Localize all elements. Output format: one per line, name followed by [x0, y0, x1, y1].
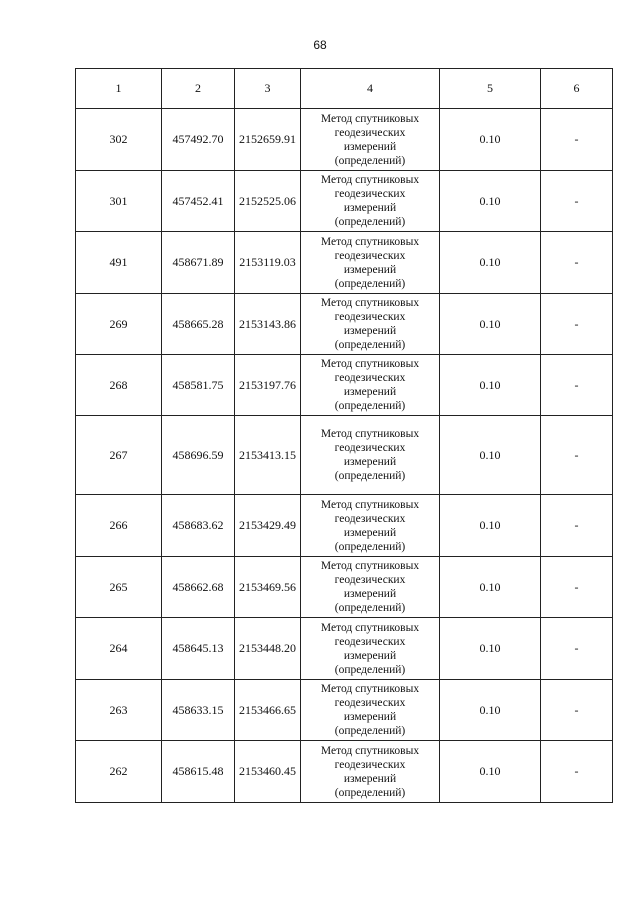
point-number-cell: 266 — [76, 495, 162, 557]
method-line: геодезических — [334, 188, 406, 200]
table-row — [76, 618, 613, 680]
method-cell — [301, 109, 440, 171]
method-line: Метод спутниковых — [320, 560, 420, 572]
method-line: Метод спутниковых — [320, 174, 420, 186]
header-cell-1: 1 — [76, 69, 162, 109]
header-cell-4: 4 — [301, 69, 440, 109]
method-line: измерений — [343, 711, 397, 723]
method-line: (определений) — [334, 339, 406, 351]
note-cell: - — [541, 495, 613, 557]
method-line: геодезических — [334, 126, 406, 139]
table-body — [76, 109, 613, 803]
method-line: геодезических — [334, 249, 406, 262]
table-row — [76, 741, 613, 803]
method-line: (определений) — [334, 400, 406, 412]
x-coordinate-cell: 458662.68 — [162, 557, 235, 618]
method-cell — [301, 171, 440, 232]
coordinates-table — [75, 68, 613, 803]
method-line: (определений) — [334, 154, 406, 167]
x-coordinate-cell: 457492.70 — [162, 109, 235, 171]
method-line: геодезических — [334, 635, 406, 648]
note-cell: - — [541, 680, 613, 741]
accuracy-cell: 0.10 — [440, 171, 541, 232]
x-coordinate-cell: 458581.75 — [162, 355, 235, 416]
method-line: измерений — [343, 386, 397, 398]
method-line: Метод спутниковых — [320, 621, 420, 634]
method-line: измерений — [343, 526, 397, 539]
method-line: геодезических — [334, 311, 406, 323]
point-number-cell: 262 — [76, 741, 162, 803]
y-coordinate-cell: 2153413.15 — [235, 416, 301, 495]
note-cell: - — [541, 171, 613, 232]
table-row — [76, 355, 613, 416]
method-line: геодезических — [334, 372, 406, 384]
method-cell — [301, 355, 440, 416]
header-cell-6: 6 — [541, 69, 613, 109]
table-row — [76, 171, 613, 232]
note-cell: - — [541, 294, 613, 355]
method-line: измерений — [343, 456, 397, 468]
method-line: геодезических — [334, 574, 406, 586]
method-line: (определений) — [334, 216, 406, 228]
point-number-cell: 264 — [76, 618, 162, 680]
note-cell: - — [541, 741, 613, 803]
accuracy-cell: 0.10 — [440, 495, 541, 557]
table-row — [76, 495, 613, 557]
method-cell — [301, 741, 440, 803]
header-cell-2: 2 — [162, 69, 235, 109]
method-line: (определений) — [334, 277, 406, 290]
table-row — [76, 232, 613, 294]
note-cell: - — [541, 109, 613, 171]
y-coordinate-cell: 2153460.45 — [235, 741, 301, 803]
x-coordinate-cell: 458696.59 — [162, 416, 235, 495]
point-number-cell: 301 — [76, 171, 162, 232]
method-line: Метод спутниковых — [320, 428, 420, 440]
method-line: Метод спутниковых — [320, 358, 420, 370]
method-line: (определений) — [334, 540, 406, 553]
x-coordinate-cell: 458645.13 — [162, 618, 235, 680]
table-row — [76, 557, 613, 618]
accuracy-cell: 0.10 — [440, 741, 541, 803]
point-number-cell: 265 — [76, 557, 162, 618]
y-coordinate-cell: 2152525.06 — [235, 171, 301, 232]
method-line: измерений — [343, 202, 397, 214]
method-line: (определений) — [334, 470, 406, 482]
method-line: (определений) — [334, 725, 406, 737]
method-line: Метод спутниковых — [320, 297, 420, 309]
header-cell-5: 5 — [440, 69, 541, 109]
method-line: измерений — [343, 772, 397, 785]
method-line: геодезических — [334, 758, 406, 771]
method-line: Метод спутниковых — [320, 235, 420, 248]
point-number-cell: 267 — [76, 416, 162, 495]
x-coordinate-cell: 458665.28 — [162, 294, 235, 355]
note-cell: - — [541, 618, 613, 680]
method-line: Метод спутниковых — [320, 683, 420, 695]
accuracy-cell: 0.10 — [440, 680, 541, 741]
method-line: измерений — [343, 263, 397, 276]
method-cell — [301, 618, 440, 680]
accuracy-cell: 0.10 — [440, 232, 541, 294]
method-cell — [301, 680, 440, 741]
table-row — [76, 416, 613, 495]
method-line: Метод спутниковых — [320, 744, 420, 757]
method-line: геодезических — [334, 697, 406, 709]
point-number-cell: 263 — [76, 680, 162, 741]
method-line: геодезических — [334, 442, 406, 454]
page-number: 68 — [313, 38, 327, 52]
y-coordinate-cell: 2153466.65 — [235, 680, 301, 741]
accuracy-cell: 0.10 — [440, 355, 541, 416]
y-coordinate-cell: 2153143.86 — [235, 294, 301, 355]
method-line: измерений — [343, 140, 397, 153]
header-cell-3: 3 — [235, 69, 301, 109]
header-row — [76, 69, 613, 109]
x-coordinate-cell: 458615.48 — [162, 741, 235, 803]
accuracy-cell: 0.10 — [440, 294, 541, 355]
note-cell: - — [541, 416, 613, 495]
x-coordinate-cell: 458633.15 — [162, 680, 235, 741]
method-cell — [301, 232, 440, 294]
table-row — [76, 109, 613, 171]
method-cell — [301, 294, 440, 355]
y-coordinate-cell: 2152659.91 — [235, 109, 301, 171]
method-line: измерений — [343, 588, 397, 600]
method-line: Метод спутниковых — [320, 498, 420, 511]
method-line: (определений) — [334, 663, 406, 676]
accuracy-cell: 0.10 — [440, 109, 541, 171]
point-number-cell: 269 — [76, 294, 162, 355]
x-coordinate-cell: 457452.41 — [162, 171, 235, 232]
note-cell: - — [541, 232, 613, 294]
y-coordinate-cell: 2153469.56 — [235, 557, 301, 618]
note-cell: - — [541, 557, 613, 618]
table-row — [76, 680, 613, 741]
method-line: Метод спутниковых — [320, 112, 420, 125]
point-number-cell: 491 — [76, 232, 162, 294]
y-coordinate-cell: 2153429.49 — [235, 495, 301, 557]
accuracy-cell: 0.10 — [440, 618, 541, 680]
method-line: измерений — [343, 649, 397, 662]
accuracy-cell: 0.10 — [440, 416, 541, 495]
method-line: (определений) — [334, 786, 406, 799]
method-line: измерений — [343, 325, 397, 337]
y-coordinate-cell: 2153448.20 — [235, 618, 301, 680]
table-row — [76, 294, 613, 355]
y-coordinate-cell: 2153119.03 — [235, 232, 301, 294]
method-line: (определений) — [334, 602, 406, 614]
accuracy-cell: 0.10 — [440, 557, 541, 618]
method-cell — [301, 495, 440, 557]
point-number-cell: 302 — [76, 109, 162, 171]
x-coordinate-cell: 458683.62 — [162, 495, 235, 557]
y-coordinate-cell: 2153197.76 — [235, 355, 301, 416]
method-cell — [301, 557, 440, 618]
point-number-cell: 268 — [76, 355, 162, 416]
method-cell — [301, 416, 440, 495]
method-line: геодезических — [334, 512, 406, 525]
x-coordinate-cell: 458671.89 — [162, 232, 235, 294]
note-cell: - — [541, 355, 613, 416]
